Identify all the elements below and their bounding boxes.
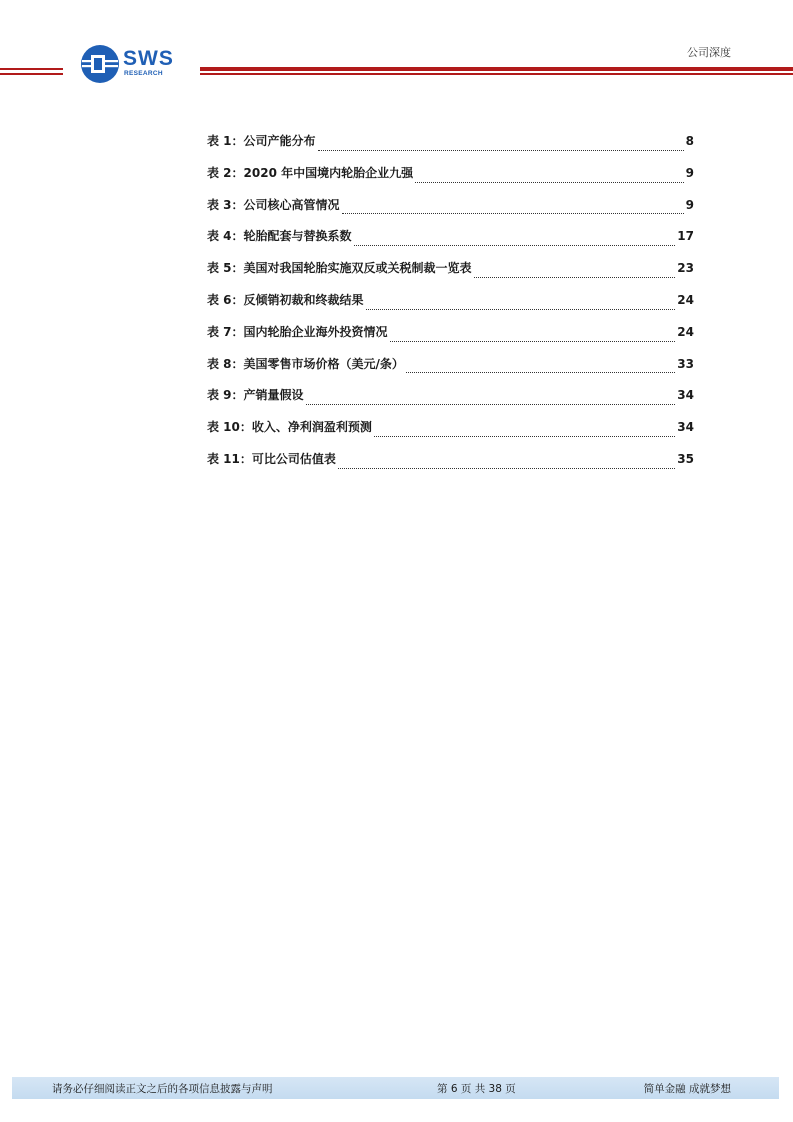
footer-slogan: 简单金融 成就梦想 [643, 1083, 731, 1095]
toc-entry-page: 9 [685, 197, 694, 212]
page-header [0, 0, 793, 90]
toc-entry[interactable] [207, 418, 694, 450]
header-rule-right [200, 67, 793, 71]
page-footer [12, 1077, 779, 1099]
document-type-label: 公司深度 [687, 46, 731, 59]
toc-entry-page: 34 [677, 388, 694, 403]
header-rule-left-2 [0, 73, 63, 75]
footer-page-number: 第 6 页 共 38 页 [437, 1083, 516, 1095]
toc-entry[interactable] [207, 323, 694, 355]
toc-dot-leader [306, 404, 676, 405]
toc-dot-leader [374, 436, 675, 437]
toc-dot-leader [354, 245, 676, 246]
toc-entry-page: 17 [677, 229, 694, 244]
toc-entry-page: 34 [677, 420, 694, 435]
toc-dot-leader [342, 213, 684, 214]
toc-entry-page: 24 [677, 324, 694, 339]
toc-dot-leader [318, 150, 684, 151]
table-of-tables [207, 132, 694, 482]
toc-dot-leader [338, 468, 675, 469]
toc-entry-page: 33 [677, 356, 694, 371]
toc-entry[interactable] [207, 227, 694, 259]
toc-entry-page: 23 [677, 261, 694, 276]
toc-entry-label: 表 1：公司产能分布 [207, 134, 316, 148]
toc-dot-leader [474, 277, 676, 278]
toc-dot-leader [406, 372, 675, 373]
toc-entry[interactable] [207, 196, 694, 228]
toc-entry[interactable] [207, 164, 694, 196]
toc-entry-label: 表 9：产销量假设 [207, 388, 304, 403]
toc-entry[interactable] [207, 355, 694, 387]
toc-entry-label: 表 5：美国对我国轮胎实施双反或关税制裁一览表 [207, 261, 472, 276]
toc-entry[interactable] [207, 259, 694, 291]
toc-entry-label: 表 3：公司核心高管情况 [207, 197, 340, 212]
toc-entry-page: 8 [685, 134, 694, 148]
toc-entry-label: 表 4：轮胎配套与替换系数 [207, 229, 352, 244]
toc-entry[interactable] [207, 450, 694, 482]
toc-entry-label: 表 8：美国零售市场价格（美元/条） [207, 356, 404, 371]
toc-entry-label: 表 2：2020 年中国境内轮胎企业九强 [207, 165, 414, 180]
toc-entry-label: 表 6：反倾销初裁和终裁结果 [207, 292, 364, 307]
toc-entry[interactable] [207, 291, 694, 323]
sws-logo-icon [80, 44, 120, 84]
toc-dot-leader [366, 309, 676, 310]
sws-logo [80, 44, 190, 84]
toc-entry-page: 9 [685, 165, 694, 180]
toc-entry-label: 表 10：收入、净利润盈利预测 [207, 420, 372, 435]
footer-disclaimer: 请务必仔细阅读正文之后的各项信息披露与声明 [52, 1083, 273, 1095]
toc-entry-label: 表 7：国内轮胎企业海外投资情况 [207, 324, 388, 339]
header-rule-right-2 [200, 73, 793, 75]
toc-entry[interactable] [207, 132, 694, 164]
toc-entry-page: 24 [677, 292, 694, 307]
toc-entry-label: 表 11：可比公司估值表 [207, 451, 336, 466]
logo-wordmark: SWS [123, 47, 174, 70]
header-rule-left [0, 68, 63, 70]
logo-subtitle: RESEARCH [124, 70, 163, 77]
toc-entry[interactable] [207, 386, 694, 418]
toc-entry-page: 35 [677, 451, 694, 466]
toc-dot-leader [390, 341, 676, 342]
toc-dot-leader [415, 182, 684, 183]
